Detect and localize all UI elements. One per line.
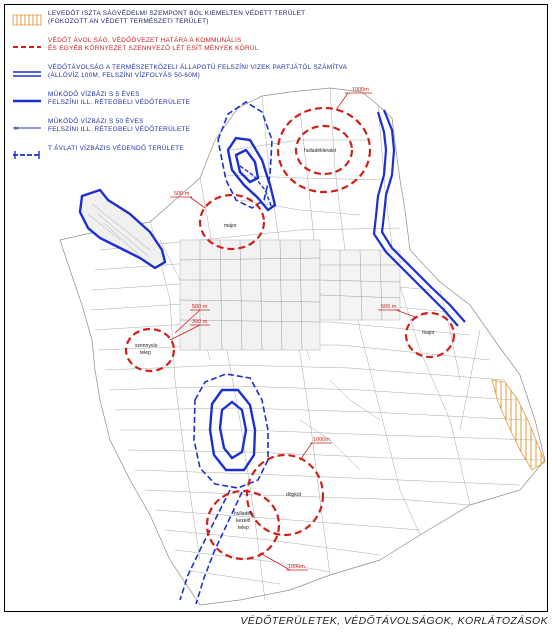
label-telep: telep [140, 350, 151, 356]
red-dashed-line-icon [12, 41, 42, 53]
legend-item-surface-water [8, 64, 368, 86]
label-hulladek2a: hulladék- [234, 511, 255, 517]
legend-text-5b: FELSZÍNI ILL. RÉTEGBELI VÉDŐTERÜLETE [48, 126, 191, 133]
legend-item-buffer [8, 37, 368, 59]
legend-text-5a: MŰKÖDŐ VÍZBÁZI S 50 ÉVES [48, 118, 144, 125]
legend-text-3b: (ÁLLÓVÍZ 100M, FELSZÍNI VÍZFOLYÁS 50-60M) [48, 72, 201, 79]
legend-item-5yr [8, 91, 368, 113]
label-r500-right: 500 m [381, 304, 397, 310]
label-r500-left1: 500 m [192, 304, 208, 310]
label-r1000-top: 1000m [352, 87, 369, 93]
hatched-swatch-icon [12, 14, 42, 26]
label-r1000-bottom: 1000m [313, 437, 330, 443]
protected-area-hatched [492, 380, 545, 470]
village-core [180, 240, 400, 350]
map-legend [8, 10, 368, 172]
map-title: VÉDŐTERÜLETEK, VÉDŐTÁVOLSÁGOK, KORLÁTOZÁSOK [240, 615, 548, 627]
label-r300-left: 300 m [192, 319, 208, 325]
blue-cross-line-icon [12, 122, 42, 134]
legend-text-4a: MŰKÖDŐ VÍZBÁZI S 5 ÉVES [48, 91, 140, 98]
label-r500-majori: 500 m [174, 191, 190, 197]
legend-item-future [8, 145, 368, 167]
label-majori: major [224, 223, 237, 229]
label-major-right: major [422, 330, 435, 336]
label-dogkut: dögkút [286, 492, 302, 498]
legend-text-3a: VÉDŐTÁVOLSÁG A TERMÉSZETKÖZELI ÁLLAPOTÚ FELSZÍNI VIZEK PARTJÁTÓL SZÁMÍTVA [48, 64, 348, 71]
blue-solid-line-icon [12, 95, 42, 107]
label-hulladek2b: kezelő [236, 518, 251, 524]
blue-double-line-icon [12, 68, 42, 80]
label-r1000-bottom2: 1000m [288, 564, 305, 570]
legend-text-4b: FELSZÍNI ILL. RÉTEGBELI VÉDŐTERÜLETE [48, 99, 191, 106]
legend-text-6a: T ÁVLATI VÍZBÁZIS VÉDENDŐ TERÜLETE [48, 145, 184, 152]
legend-text-1a: LEVEDŐT ISZTA SÁGVÉDELMI SZEMPONT BÓL KIEMELTEN VÉDETT TERÜLET [48, 10, 306, 17]
label-hulladeklerako: hulladéklerakó [304, 148, 337, 154]
legend-item-protected-area [8, 10, 368, 32]
label-hulladek2c: telep [238, 525, 249, 531]
label-szennyviz: szennyvíz- [135, 343, 159, 349]
legend-text-1b: (FOKOZOTT AN VÉDETT TERMÉSZETI TERÜLET) [48, 18, 209, 25]
blue-dashed-tick-line-icon [12, 149, 42, 161]
future-waterbase-bottom [180, 490, 242, 604]
legend-text-2b: ÉS EGYÉB KÖRNYEZET SZENNYEZŐ LÉT ESÍT MÉNYEK KÖRÜL [48, 45, 259, 52]
svg-text:×: × [14, 124, 19, 133]
legend-text-2a: VÉDŐT ÁVOL SÁG, VÉDŐÖVEZET HATÁRA A KOMMUNÁLIS [48, 37, 242, 44]
legend-item-50yr [8, 118, 368, 140]
